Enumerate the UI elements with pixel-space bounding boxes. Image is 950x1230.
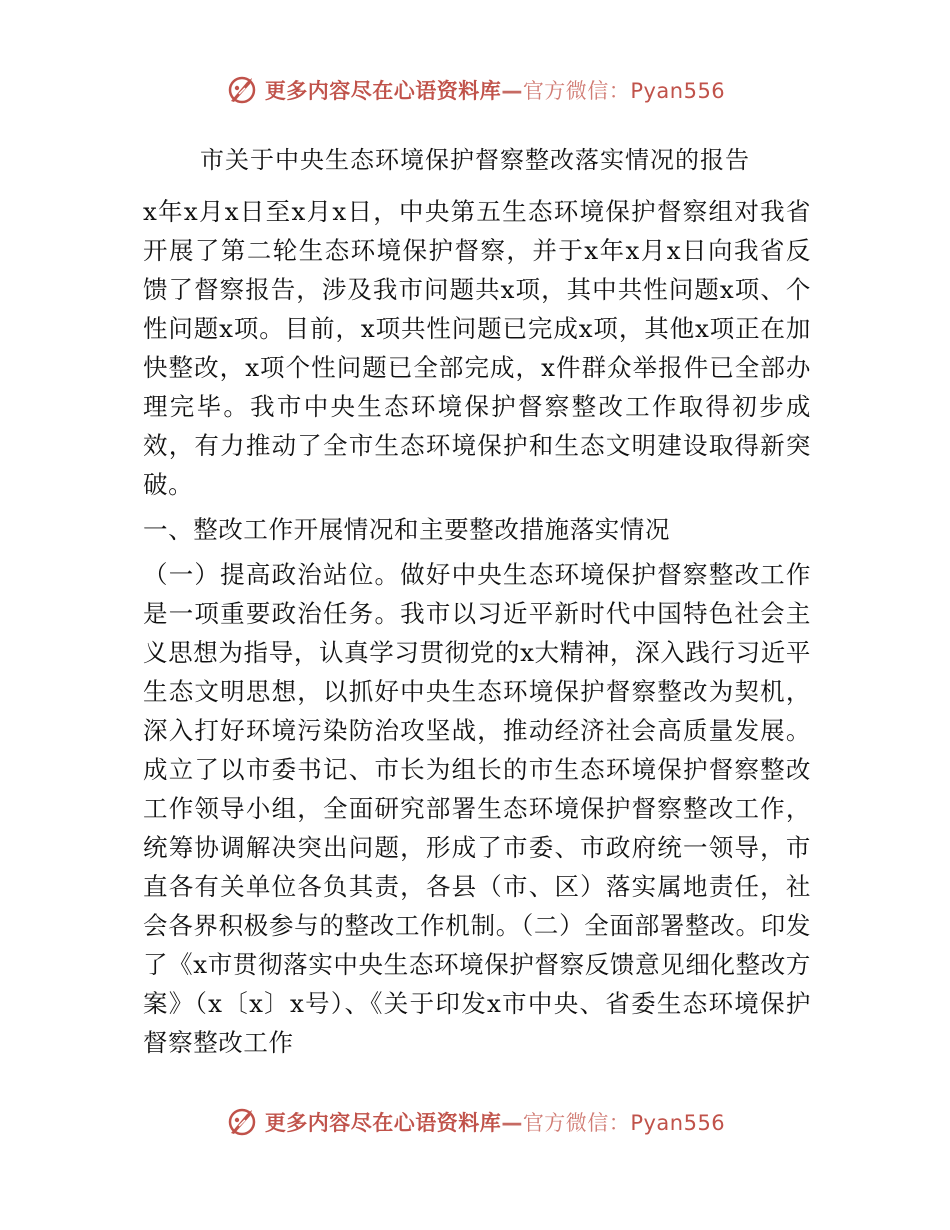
intro-paragraph: x年x月x日至x月x日，中央第五生态环境保护督察组对我省开展了第二轮生态环境保护督察，并于x年x月x日向我省反馈了督察报告，涉及我市问题共x项，其中共性问题x项、个性问题x项。目前，x项共性问题已完成x项，其他x项正在加快整改，x项个性问题已全部完成，x件群众举报件已全部办理完毕。我市中央生态环境保护督察整改工作取得初步成效，有力推动了全市生态环境保护和生态文明建设取得新突破。 — [143, 197, 811, 499]
section-paragraph: （一）提高政治站位。做好中央生态环境保护督察整改工作是一项重要政治任务。我市以习近平新时代中国特色社会主义思想为指导，认真学习贯彻党的x大精神，深入践行习近平生态文明思想，以抓好中央生态环境保护督察整改为契机，深入打好环境污染防治攻坚战，推动经济社会高质量发展。成立了以市委书记、市长为组长的市生态环境保护督察整改工作领导小组，全面研究部署生态环境保护督察整改工作，统筹协调解决突出问题，形成了市委、市政府统一领导，市直各有关单位各负其责，各县（市、区）落实属地责任，社会各界积极参与的整改工作机制。（二）全面部署整改。印发了《x市贯彻落实中央生态环境保护督察反馈意见细化整改方案》（x〔x〕x号）、《关于印发x市中央、省委生态环境保护督察整改工作 — [143, 560, 811, 1057]
banner-wechat-label: 官方微信： — [522, 1111, 631, 1135]
document-body — [143, 192, 811, 1068]
banner-separator: — — [501, 79, 523, 103]
document-title: 市关于中央生态环境保护督察整改落实情况的报告 — [200, 146, 750, 174]
header-banner — [0, 68, 950, 112]
quill-pen-logo-icon — [225, 1105, 259, 1139]
banner-brand: 更多内容尽在心语资料库 — [264, 79, 502, 103]
banner-brand: 更多内容尽在心语资料库 — [264, 1111, 502, 1135]
footer-banner — [0, 1100, 950, 1144]
quill-pen-logo-icon — [225, 73, 259, 107]
banner-text — [265, 1107, 725, 1137]
banner-text — [265, 75, 725, 105]
section-heading: 一、整改工作开展情况和主要整改措施落实情况 — [143, 515, 671, 544]
banner-separator: — — [501, 1111, 523, 1135]
banner-wechat-label: 官方微信： — [522, 79, 631, 103]
banner-wechat-id: Pyan556 — [630, 1111, 726, 1135]
banner-wechat-id: Pyan556 — [630, 79, 726, 103]
